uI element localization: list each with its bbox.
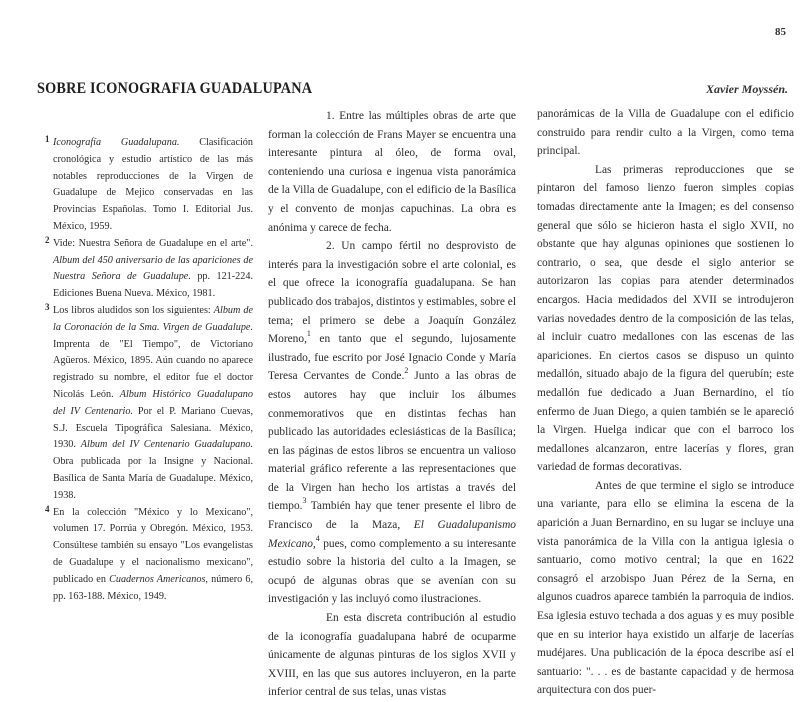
footnote-text: Por el P. Mariano Cuevas, S.J. Escuela Tipográfica Salesiana. México, 1930. — [53, 405, 254, 451]
article-title: SOBRE ICONOGRAFIA GUADALUPANA — [37, 80, 313, 97]
footnote-ref: 3 — [302, 496, 307, 506]
article-author: Xavier Moyssén. — [706, 82, 788, 96]
footnote-text: Clasificación cronológica y estudio artístico de las más notables reproducciones de la Virgen de Guadalupe de Mejico conservadas en las Provincias Españolas. Tomo I. Editorial Jus. México, 1959. — [53, 137, 253, 232]
footnote-ref: 1 — [306, 329, 311, 339]
footnote-italic: Album del 450 aniversario de las apariciones de Nuestra Señora de Guadalupe. — [53, 254, 253, 283]
footnote-ref: 4 — [315, 533, 320, 543]
paragraph-3: En esta discreta contribución al estudio de la iconografía guadalupana habré de ocuparme únicamente de algunas pinturas de los siglos XVII y XVIII, en las que sus autores incluyeron, en la parte inferior central de sus telas, unas vistas — [268, 612, 516, 699]
page-number: 85 — [775, 26, 786, 38]
footnote-italic: Album Histórico Guadalupano del IV Centenario. — [53, 388, 253, 417]
footnote-1 — [45, 134, 253, 236]
paragraph-2 — [268, 237, 516, 609]
footnote-2 — [45, 234, 253, 303]
paragraph-text: en tanto que el segundo, lujosamente ilustrado, fue escrito por José Ignacio Conde y María Teresa Cervantes de Conde. — [268, 333, 516, 383]
footnote-text: Los libros aludidos son los siguientes: — [53, 304, 214, 316]
footnote-text: Vide: Nuestra Señora de Guadalupe en el arte". — [53, 237, 253, 249]
middle-column — [268, 107, 516, 702]
footnote-italic: Album del IV Centenario Guadalupano. — [80, 439, 253, 451]
footnote-text: número 6, pp. 163-188. México, 1949. — [53, 573, 254, 602]
paragraph-1: 1. Entre las múltiples obras de arte que forman la colección de Frans Mayer se encuentra una interesante pintura al óleo, de forma oval, conteniendo una curiosa e ingenua vista panorámica de la Villa de Guadalupe, con el edificio de la Basílica y el convento de monjas capuchinas. La obra es anónima y carece de fecha. — [268, 110, 516, 234]
footnote-number: 4 — [45, 503, 50, 514]
footnote-italic: Album de la Coronación de la Sma. Virgen de Guadalupe. — [53, 304, 254, 333]
footnote-number: 1 — [45, 134, 50, 144]
paragraph-5: Antes de que termine el siglo se introduce una variante, para ello se elimina la escena de la aparición a Juan Bernardino, en su lugar se incluye una vista panorámica de la Villa con la antigua iglesia o santuario, como motivo central; la que en 1622 consagró el arzobispo Juan Pérez de la Serna, en algunos cuadros aparece también la parroquia de indios. Esa iglesia estuvo techada a dos aguas y es muy posible que en su interior haya existido un alfarje de lacerías mudéjares. Una publicación de la época describe así el santuario: ". . . es de bastante capacidad y de hermosa arquitectura con dos puer- — [537, 479, 794, 697]
right-column — [537, 105, 794, 700]
paragraph-text: pues, como complemento a su interesante estudio sobre la historia del culto a la Imagen, se ocupó de algunas obras que se avenían con su investigación y las incluyó como ilustraciones. — [268, 537, 516, 606]
paragraph-continued: panorámicas de la Villa de Guadalupe con el edificio construido para rendir culto a la Virgen, como tema principal. — [537, 108, 794, 158]
footnote-4 — [45, 503, 254, 606]
footnotes-column — [45, 134, 254, 605]
paragraph-4: Las primeras reproducciones que se pintaron del famoso lienzo fueron simples copias tomadas directamente ante la Imagen; es del consenso general que sólo se hicieron hasta el siglo XVII, no obstante que hay algunas opiniones que sostienen lo contrario, o sea, que desde el siglo anterior se autorizaron las copias para atender determinados encargos. Hacia medidados del XVII se introdujeron varias novedades dentro de la composición de las telas, al incluir cuatro medallones con las escenas de las apariciones. En ciertos casos se dispuso un quinto medallón, situado abajo de la figura del querubín; este medallón fue dedicado a Juan Bernardino, el tío enfermo de Juan Diego, a quien también se le apareció la Virgen. Huelga indicar que con el barroco los medallones alcanzaron, entre lacerías y flores, gran variedad de formas decorativas. — [537, 163, 794, 474]
footnote-italic: Cuadernos Americanos, — [109, 573, 208, 585]
paragraph-text: 2. Un campo fértil no desprovisto de interés para la investigación sobre el arte colonial, es el que ofrece la iconografía guadalupana. Se han publicado dos trabajos, distintos y estimables, sobre el tema; el primero se debe a Joaquín González Moreno, — [268, 240, 516, 346]
footnote-ref: 2 — [404, 366, 409, 376]
footnote-text: pp. 121-224. Ediciones Buena Nueva. México, 1981. — [53, 271, 253, 300]
footnote-text: Obra publicada por la Insigne y Nacional. Basílica de Santa María de Guadalupe. México, 1938. — [53, 456, 253, 501]
book-title: El Guadalupanismo Mexicano, — [268, 519, 516, 550]
footnote-italic: Iconografía Guadalupana. — [53, 137, 180, 148]
paragraph-text: Junto a las obras de estos autores hay que incluir los álbumes conmemorativos que en distintas fechas han publicado las autoridades eclesiásticas de la Basílica; en las páginas de estos libros se encuentra un valioso material gráfico referente a las representaciones que de la Virgen han hecho los artistas a través del tiempo. — [268, 370, 516, 513]
footnote-number: 3 — [45, 301, 50, 312]
footnote-number: 2 — [45, 234, 50, 245]
footnote-3 — [45, 301, 254, 505]
footnote-text: Imprenta de "El Tiempo", de Victoriano Agüeros. México, 1895. Aún cuando no aparece registrado su nombre, el editor fue el doctor Nicolás León. — [53, 338, 253, 400]
paragraph-text: También hay que tener presente el libro de Francisco de la Maza, — [268, 500, 516, 532]
footnote-text: En la colección "México y lo Mexicano", volumen 17. Porrúa y Obregón. México, 1953. Consúltese también su ensayo "Los evangelistas de Guadalupe y el nacionalismo mexicano", publicado en — [53, 506, 253, 585]
